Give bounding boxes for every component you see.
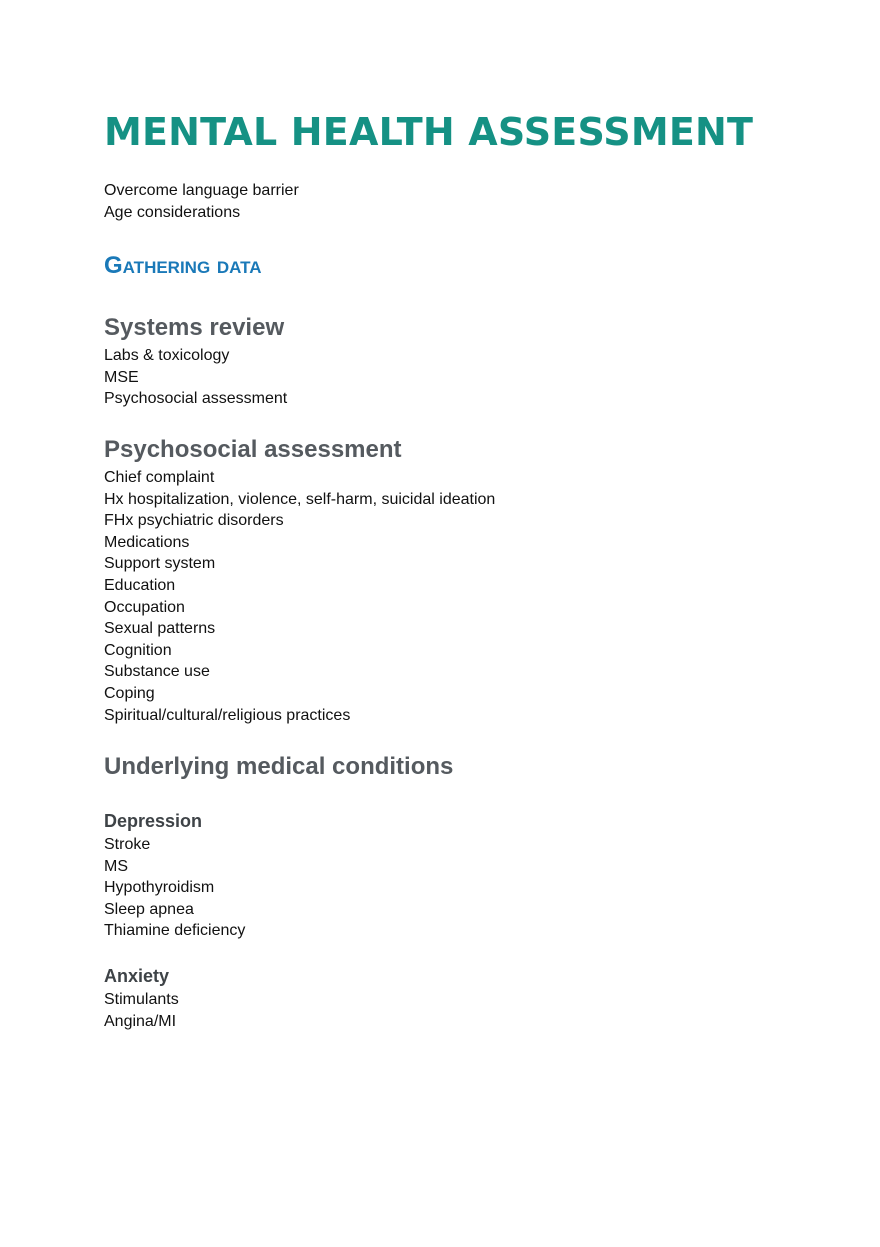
list-item: MSE bbox=[104, 368, 139, 386]
list-item: FHx psychiatric disorders bbox=[104, 512, 284, 530]
list-item: Thiamine deficiency bbox=[104, 922, 246, 940]
psychosocial-assessment-heading: Psychosocial assessment bbox=[104, 436, 402, 463]
anxiety-list bbox=[104, 989, 179, 1032]
list-item: Sleep apnea bbox=[104, 900, 194, 918]
underlying-medical-conditions-heading: Underlying medical conditions bbox=[104, 753, 454, 780]
list-item: Education bbox=[104, 576, 176, 594]
list-item: Support system bbox=[104, 555, 216, 573]
anxiety-section bbox=[104, 965, 179, 1032]
list-item: Age considerations bbox=[104, 203, 241, 221]
list-item: Stimulants bbox=[104, 991, 179, 1008]
intro-list bbox=[104, 180, 299, 223]
list-item: MS bbox=[104, 857, 128, 875]
list-item: Occupation bbox=[104, 598, 185, 616]
list-item: Substance use bbox=[104, 663, 210, 681]
list-item: Angina/MI bbox=[104, 1012, 177, 1030]
psychosocial-assessment-section bbox=[104, 435, 495, 726]
list-item: Spiritual/cultural/religious practices bbox=[104, 706, 351, 724]
systems-review-list bbox=[104, 345, 287, 410]
psychosocial-assessment-list bbox=[104, 467, 495, 726]
underlying-medical-conditions-section bbox=[104, 752, 453, 782]
anxiety-heading: Anxiety bbox=[104, 966, 170, 986]
list-item: Medications bbox=[104, 533, 190, 551]
systems-review-heading: Systems review bbox=[104, 314, 285, 341]
list-item: Cognition bbox=[104, 641, 172, 659]
systems-review-section bbox=[104, 313, 287, 410]
list-item: Psychosocial assessment bbox=[104, 390, 288, 408]
page-title: MENTAL HEALTH ASSESSMENT bbox=[104, 110, 754, 154]
list-item: Sexual patterns bbox=[104, 620, 216, 638]
list-item: Hypothyroidism bbox=[104, 879, 215, 897]
list-item: Chief complaint bbox=[104, 469, 215, 486]
list-item: Labs & toxicology bbox=[104, 347, 230, 364]
list-item: Stroke bbox=[104, 836, 151, 853]
list-item: Overcome language barrier bbox=[104, 182, 299, 199]
list-item: Hx hospitalization, violence, self-harm, suicidal ideation bbox=[104, 490, 496, 508]
depression-section bbox=[104, 810, 245, 942]
section-heading-gathering-data: Gathering data bbox=[104, 252, 262, 279]
depression-list bbox=[104, 834, 245, 942]
list-item: Coping bbox=[104, 684, 155, 702]
depression-heading: Depression bbox=[104, 811, 203, 831]
